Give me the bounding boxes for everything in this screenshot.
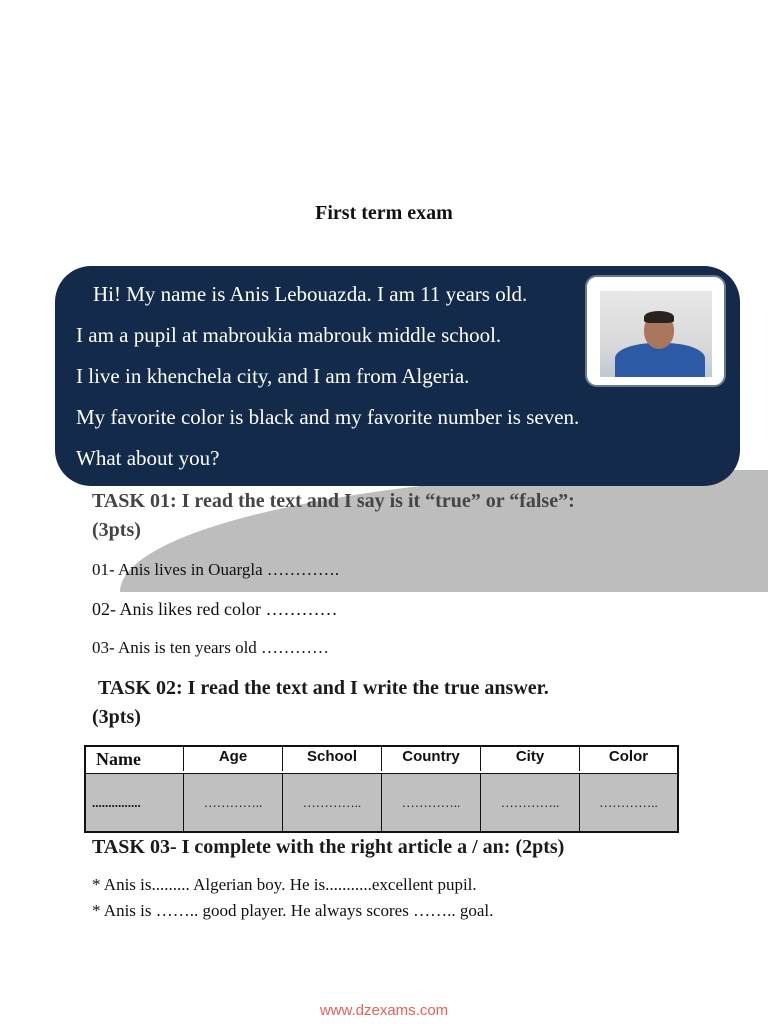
answer-table [84,745,679,833]
intro-line-3: I live in khenchela city, and I am from Algeria. [76,364,470,388]
intro-text-box [55,266,740,486]
page-title: First term exam [315,202,453,224]
table-header-school: School [283,747,382,771]
table-cell-school[interactable]: ………….. [283,773,382,831]
intro-line-4: My favorite color is black and my favorite number is seven. [76,405,580,429]
task3-item-2: * Anis is …….. good player. He always scores …….. goal. [92,901,494,920]
table-header-color: Color [608,748,649,765]
table-header-name: Name [86,747,184,771]
table-header-age: Age [184,747,283,771]
task1-heading-line1: TASK 01: I read the text and I say is it “true” or “false”: [92,490,575,512]
table-cell-color[interactable]: ………….. [580,773,677,831]
task1-item-1: 01- Anis lives in Ouargla …………. [92,560,340,579]
task2-heading-line1: TASK 02: I read the text and I write the true answer. [98,677,549,699]
intro-line-5: What about you? [76,446,220,470]
photo-frame [585,275,726,387]
task1-item-3: 03- Anis is ten years old ………… [92,638,330,657]
table-cell-city[interactable]: ………….. [481,773,580,831]
table-header-country: Country [382,747,481,771]
student-photo [600,291,712,377]
task1-item-2: 02- Anis likes red color ………… [92,599,338,619]
task2-heading-line2: (3pts) [92,706,141,728]
task3-heading: TASK 03- I complete with the right article a / an: (2pts) [92,836,565,858]
table-cell-age[interactable]: ………….. [184,773,283,831]
intro-line-2: I am a pupil at mabroukia mabrouk middle school. [76,323,502,347]
table-cell-country[interactable]: ………….. [382,773,481,831]
table-header-city: City [481,747,580,771]
task1-heading-line2: (3pts) [92,519,141,541]
intro-line-1: Hi! My name is Anis Lebouazda. I am 11 years old. [93,282,528,306]
footer-watermark: www.dzexams.com [319,1002,449,1019]
task3-item-1: * Anis is......... Algerian boy. He is...........excellent pupil. [92,875,477,894]
table-cell-name[interactable]: ............... [86,773,184,831]
